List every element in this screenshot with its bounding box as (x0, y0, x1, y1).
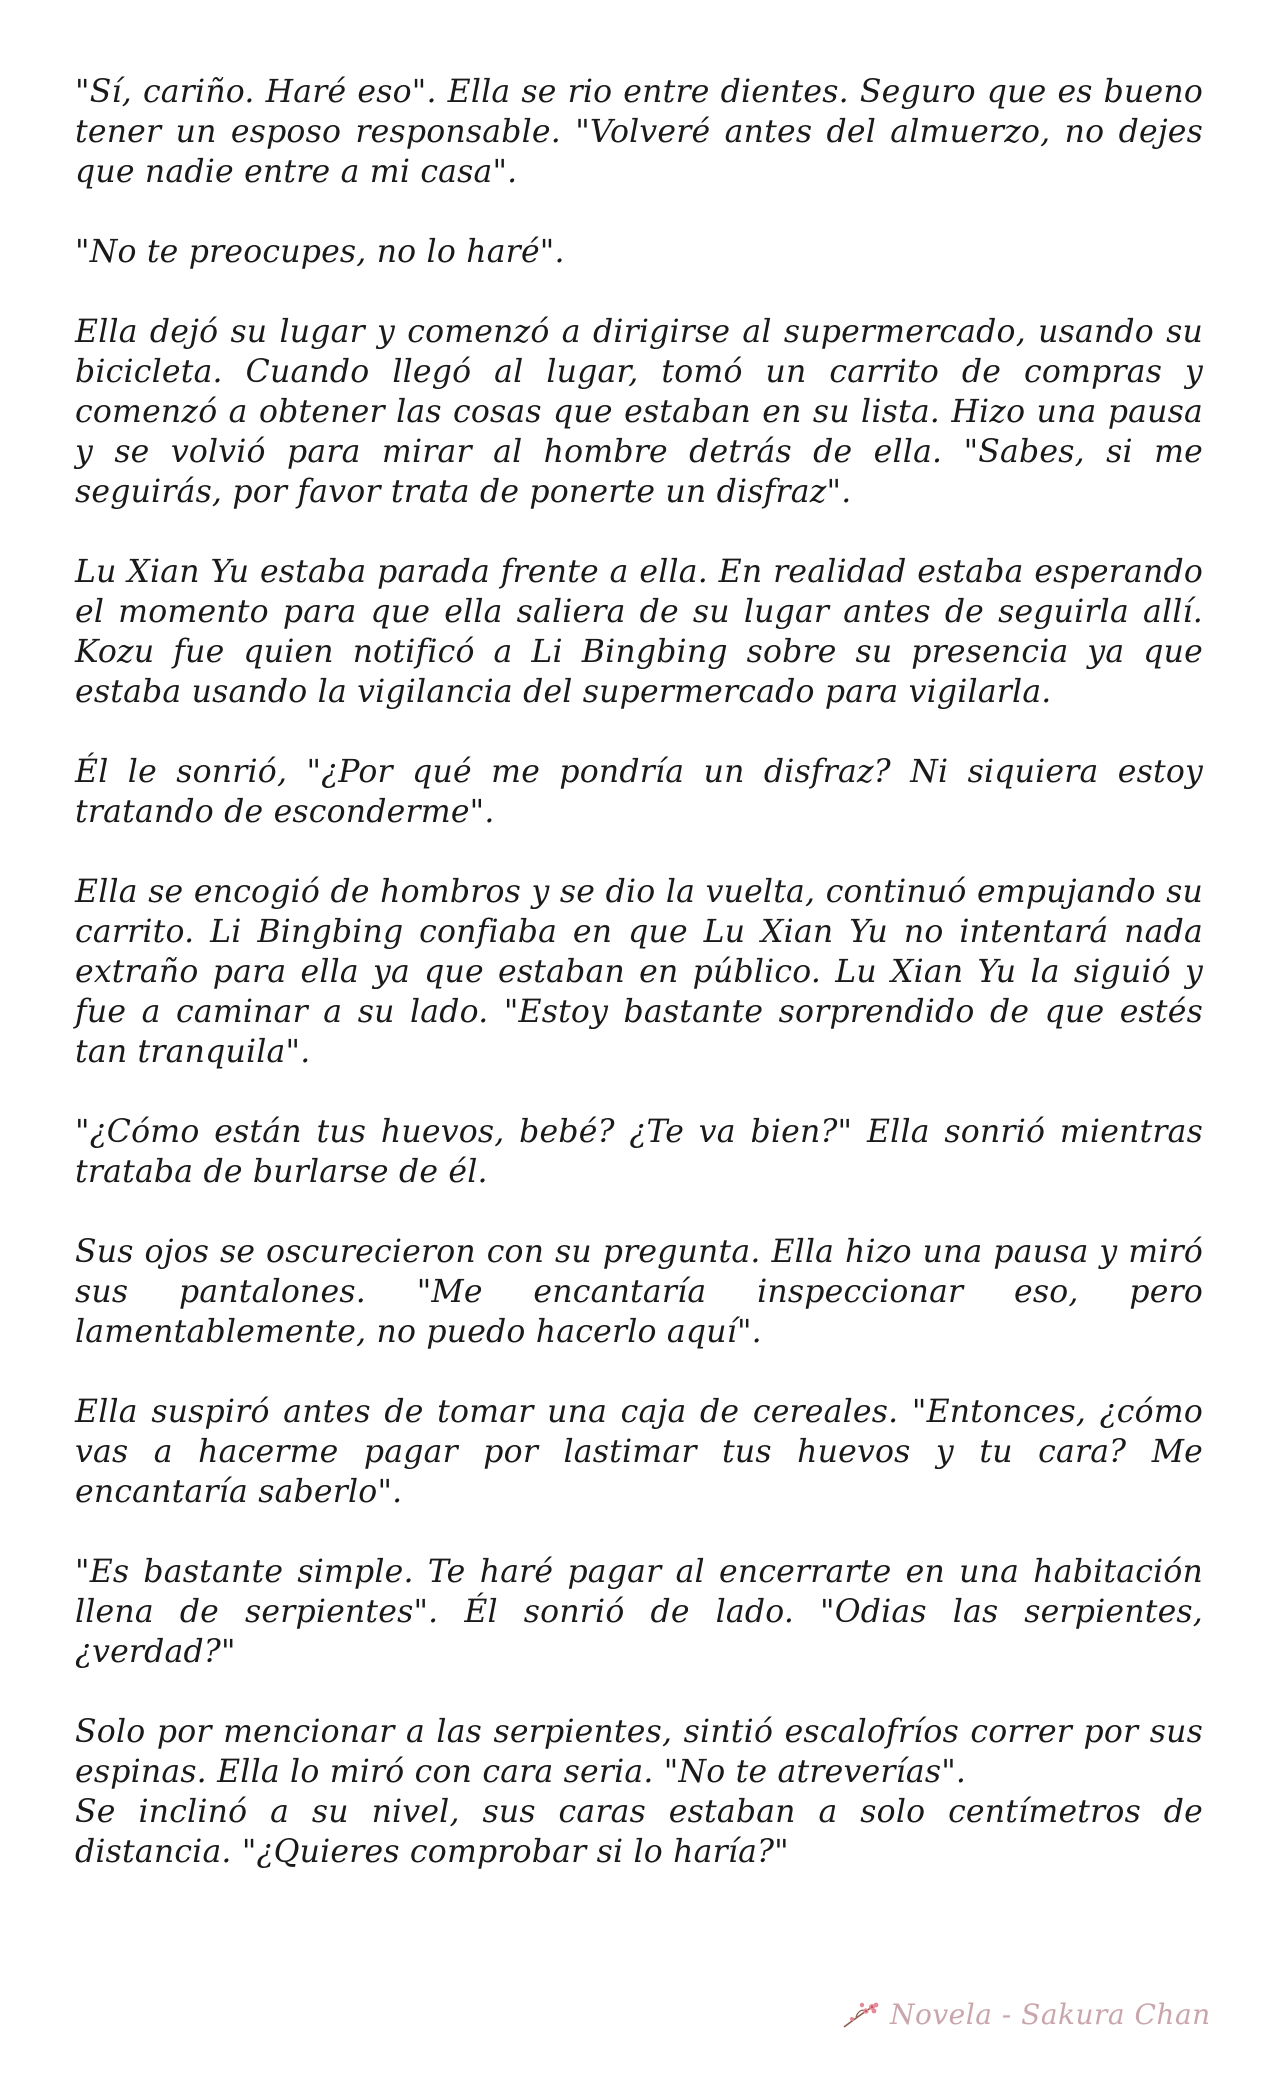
paragraph-9: Ella suspiró antes de tomar una caja de cereales. "Entonces, ¿cómo vas a hacerme pagar por lastimar tus huevos y tu cara? Me encantaría saberlo". (75, 1394, 1203, 1510)
sakura-branch-icon (842, 1999, 882, 2031)
paragraph-2: "No te preocupes, no lo haré". (75, 234, 565, 270)
watermark-text: Novela - Sakura Chan (890, 1998, 1211, 2031)
paragraph-11: Solo por mencionar a las serpientes, sintió escalofríos correr por sus espinas. Ella lo miró con cara seria. "No te atreverías". (75, 1714, 1203, 1790)
paragraph-8: Sus ojos se oscurecieron con su pregunta. Ella hizo una pausa y miró sus pantalones. "Me encantaría inspeccionar eso, pero lamentablemente, no puedo hacerlo aquí". (75, 1234, 1203, 1350)
paragraph-1: "Sí, cariño. Haré eso". Ella se rio entre dientes. Seguro que es bueno tener un esposo responsable. "Volveré antes del almuerzo, no dejes que nadie entre a mi casa". (75, 74, 1203, 190)
paragraph-7: "¿Cómo están tus huevos, bebé? ¿Te va bien?" Ella sonrió mientras trataba de burlarse de él. (75, 1114, 1203, 1190)
paragraph-12: Se inclinó a su nivel, sus caras estaban a solo centímetros de distancia. "¿Quieres comprobar si lo haría?" (75, 1794, 1203, 1870)
document-body (75, 72, 1203, 1912)
paragraph-6: Ella se encogió de hombros y se dio la vuelta, continuó empujando su carrito. Li Bingbing confiaba en que Lu Xian Yu no intentará nada extraño para ella ya que estaban en público. Lu Xian Yu la siguió y fue a caminar a su lado. "Estoy bastante sorprendido de que estés tan tranquila". (75, 874, 1203, 1070)
paragraph-5: Él le sonrió, "¿Por qué me pondría un disfraz? Ni siquiera estoy tratando de esconderme". (75, 754, 1203, 830)
paragraph-10: "Es bastante simple. Te haré pagar al encerrarte en una habitación llena de serpientes". Él sonrió de lado. "Odias las serpientes, ¿verdad?" (75, 1554, 1203, 1670)
watermark (842, 1998, 1211, 2031)
paragraph-3: Ella dejó su lugar y comenzó a dirigirse al supermercado, usando su bicicleta. Cuando llegó al lugar, tomó un carrito de compras y comenzó a obtener las cosas que estaban en su lista. Hizo una pausa y se volvió para mirar al hombre detrás de ella. "Sabes, si me seguirás, por favor trata de ponerte un disfraz". (75, 314, 1203, 510)
paragraph-4: Lu Xian Yu estaba parada frente a ella. En realidad estaba esperando el momento para que ella saliera de su lugar antes de seguirla allí. Kozu fue quien notificó a Li Bingbing sobre su presencia ya que estaba usando la vigilancia del supermercado para vigilarla. (75, 554, 1203, 710)
